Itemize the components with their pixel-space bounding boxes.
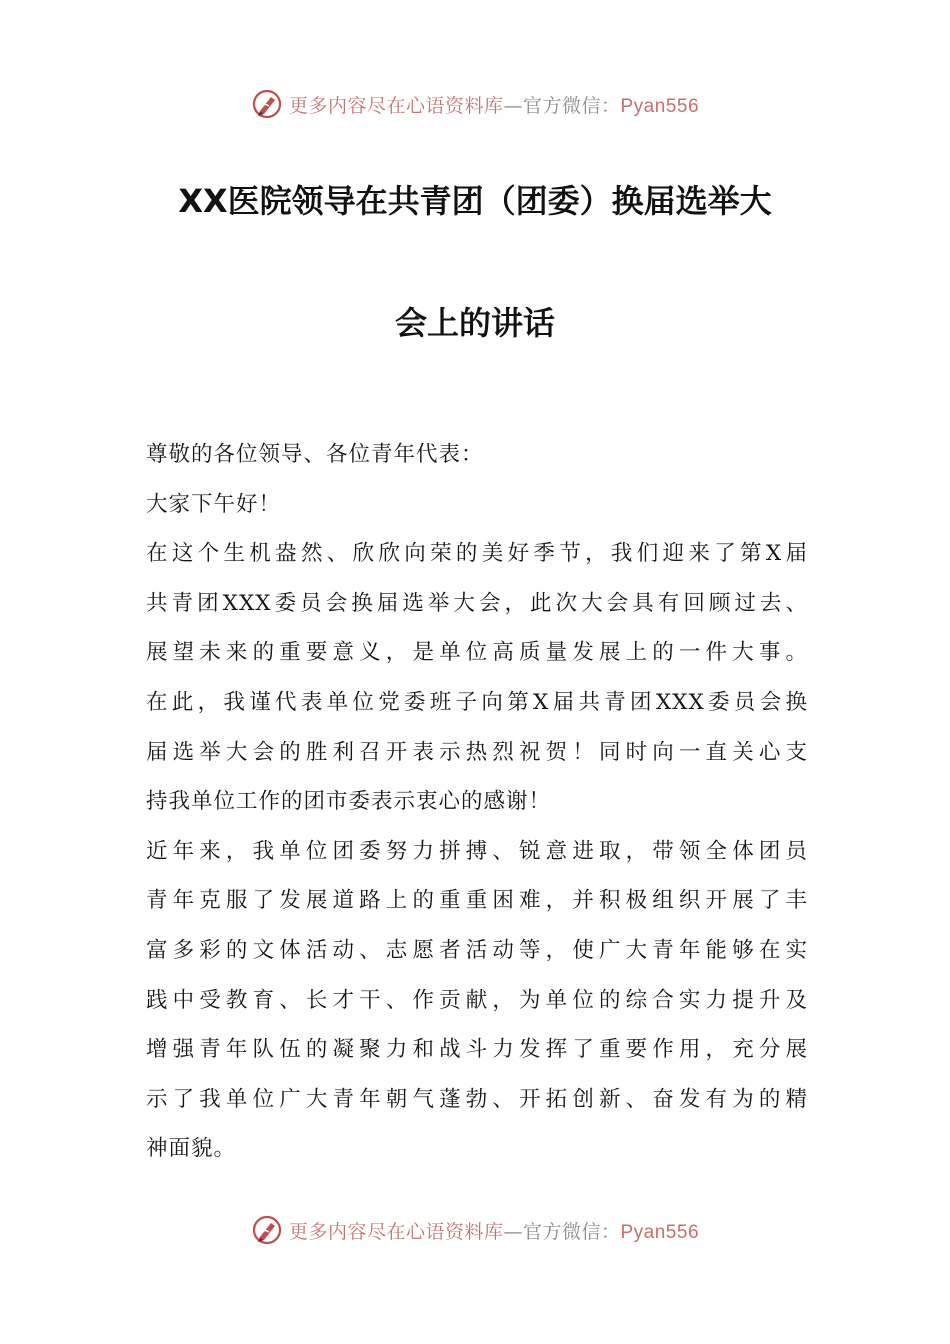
- watermark-id: Pyan556: [620, 95, 700, 117]
- watermark-main: 更多内容尽在心语资料库: [288, 1220, 504, 1243]
- watermark-dash: —: [503, 94, 523, 117]
- watermark-text: [289, 1217, 699, 1244]
- footer-watermark: [0, 1212, 950, 1248]
- body-line: 共青团XXX委员会换届选举大会，此次大会具有回顾过去、: [146, 590, 808, 616]
- body-line: 践中受教育、长才干、作贡献，为单位的综合实力提升及: [146, 987, 808, 1013]
- body-line: 近年来，我单位团委努力拼搏、锐意进取，带领全体团员: [146, 838, 808, 864]
- watermark-sub: 官方微信：: [522, 1220, 621, 1243]
- watermark-text: [289, 91, 699, 118]
- body-line: 持我单位工作的团市委表示衷心的感谢！: [146, 789, 552, 815]
- pen-logo-icon: [251, 1214, 283, 1246]
- document-title-line-1: XX医院领导在共青团（团委）换届选举大: [178, 182, 772, 220]
- body-line: 在此，我谨代表单位党委班子向第X届共青团XXX委员会换: [146, 689, 808, 715]
- body-line: 青年克服了发展道路上的重重困难，并积极组织开展了丰: [146, 888, 808, 914]
- document-title-line-2: 会上的讲话: [394, 304, 555, 342]
- body-line: 大家下午好！: [146, 491, 282, 517]
- header-watermark: [0, 86, 950, 122]
- body-line: 增强青年队伍的凝聚力和战斗力发挥了重要作用，充分展: [146, 1037, 808, 1063]
- watermark-dash: —: [503, 1220, 523, 1243]
- body-line: 示了我单位广大青年朝气蓬勃、开拓创新、奋发有为的精: [146, 1086, 808, 1112]
- body-line: 尊敬的各位领导、各位青年代表：: [146, 442, 484, 467]
- body-line: 展望未来的重要意义，是单位高质量发展上的一件大事。: [146, 640, 808, 666]
- body-line: 富多彩的文体活动、志愿者活动等，使广大青年能够在实: [146, 937, 808, 963]
- watermark-id: Pyan556: [620, 1221, 700, 1243]
- body-line: 届选举大会的胜利召开表示热烈祝贺！同时向一直关心支: [146, 739, 808, 765]
- watermark-sub: 官方微信：: [522, 94, 621, 117]
- pen-logo-icon: [251, 88, 283, 120]
- body-line: 神面貌。: [146, 1136, 237, 1162]
- watermark-main: 更多内容尽在心语资料库: [288, 94, 504, 117]
- document-body: [146, 430, 808, 1174]
- body-line: 在这个生机盎然、欣欣向荣的美好季节，我们迎来了第X届: [146, 541, 808, 567]
